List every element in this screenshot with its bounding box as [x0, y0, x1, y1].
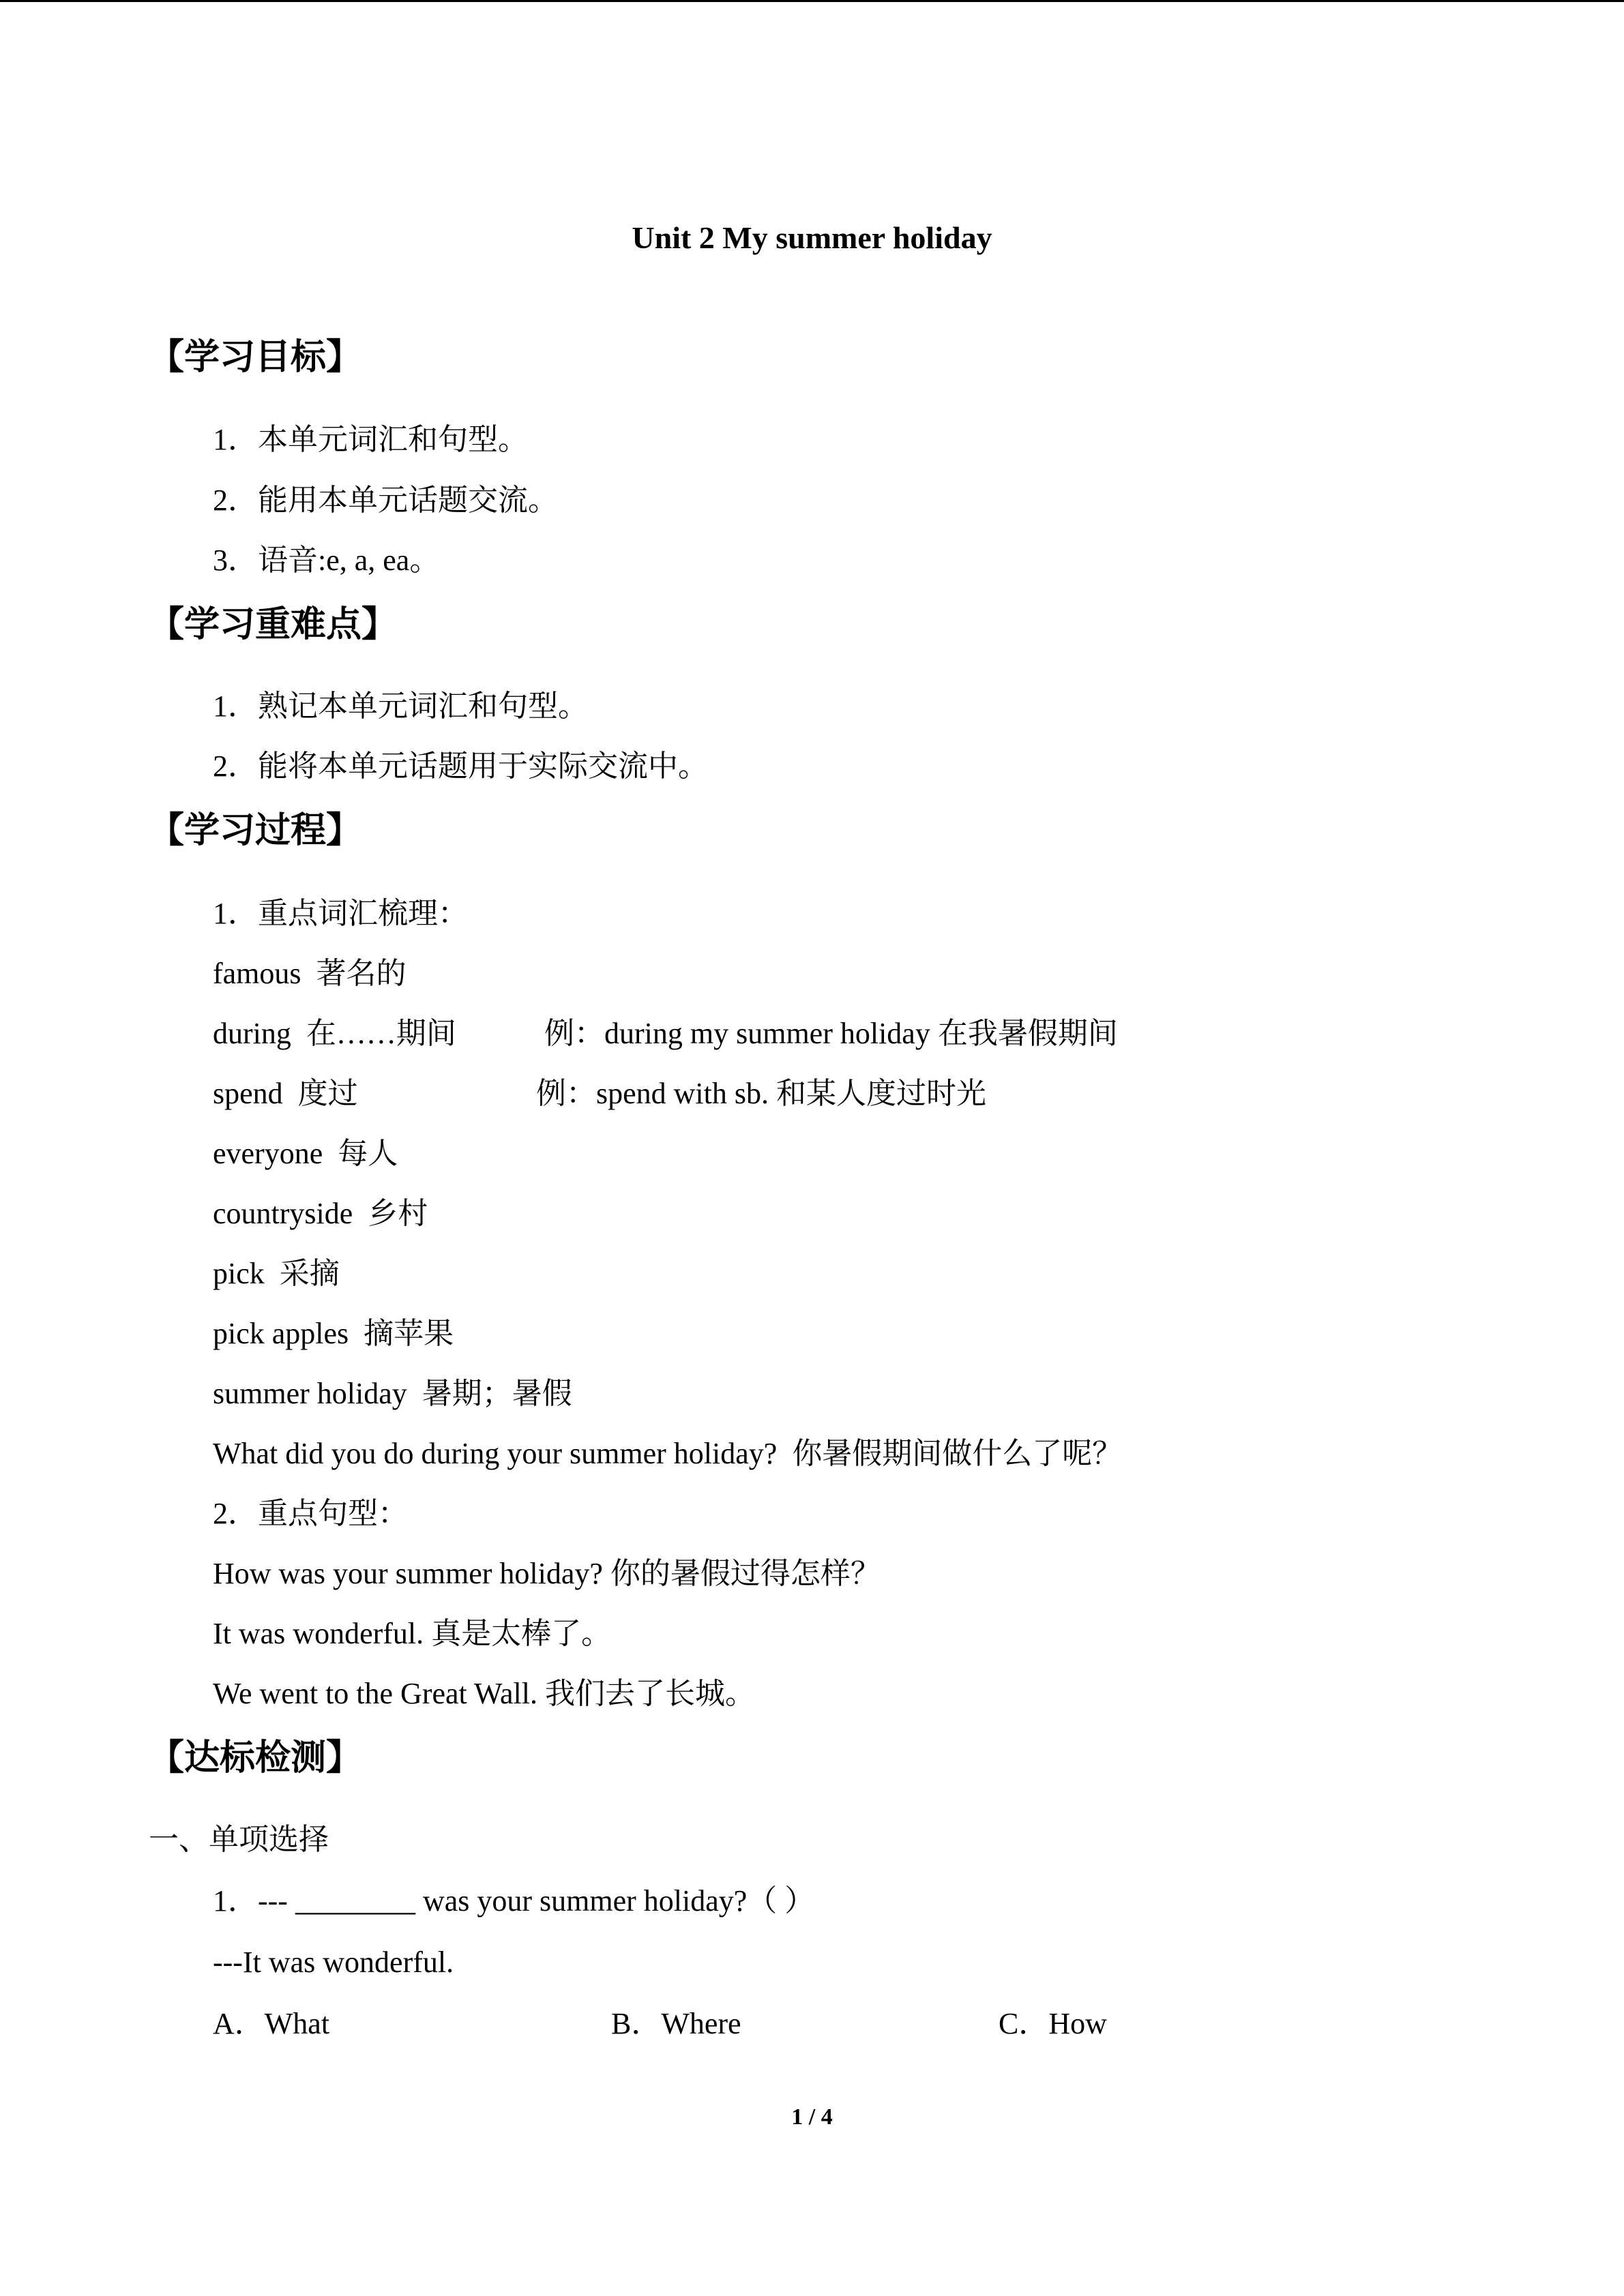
- vocab-word: pick: [213, 1257, 265, 1290]
- vocab-row: [213, 1199, 428, 1229]
- vocab-meaning: 采摘: [279, 1257, 340, 1290]
- sentences-title: 2．重点句型：: [213, 1497, 408, 1530]
- question-1-stem: 1．--- ________ was your summer holiday?（ ）: [213, 1884, 815, 1918]
- vocab-meaning: 度过: [297, 1077, 358, 1110]
- goal-item-3: 3．语音:e, a, ea。: [213, 543, 440, 577]
- vocab-row: [213, 1439, 1122, 1469]
- vocab-row: [213, 1259, 340, 1289]
- vocab-row: [213, 1079, 358, 1109]
- question-1-answer-line: ---It was wonderful.: [213, 1945, 454, 1979]
- vocab-row: [213, 959, 407, 989]
- vocab-word: spend: [213, 1077, 283, 1110]
- vocab-word: pick apples: [213, 1317, 349, 1350]
- key-point-item-2: 2．能将本单元话题用于实际交流中。: [213, 749, 708, 783]
- vocab-meaning: 暑期；暑假: [422, 1377, 572, 1410]
- key-point-item-1: 1．熟记本单元词汇和句型。: [213, 689, 588, 723]
- vocab-word: everyone: [213, 1137, 323, 1170]
- top-border-line: [0, 0, 1624, 2]
- vocab-word: countryside: [213, 1197, 353, 1230]
- goal-item-1: 1．本单元词汇和句型。: [213, 423, 528, 456]
- vocab-example: 例：spend with sb. 和某人度过时光: [536, 1077, 986, 1110]
- vocab-meaning: 著名的: [316, 957, 407, 990]
- page-number: 1 / 4: [791, 2104, 833, 2130]
- option-c: C．How: [999, 2007, 1107, 2040]
- key-sentence: It was wonderful. 真是太棒了。: [213, 1617, 612, 1650]
- key-sentence: How was your summer holiday? 你的暑假过得怎样？: [213, 1557, 881, 1590]
- heading-key-points: 【学习重难点】: [149, 604, 398, 645]
- page-title: Unit 2 My summer holiday: [632, 220, 992, 255]
- heading-learning-goals: 【学习目标】: [149, 337, 362, 378]
- vocab-row: [213, 1379, 572, 1409]
- vocab-word: famous: [213, 957, 301, 990]
- heading-assessment: 【达标检测】: [149, 1738, 362, 1778]
- vocab-meaning: 你暑假期间做什么了呢？: [792, 1437, 1123, 1470]
- vocab-example: 例：during my summer holiday 在我暑假期间: [544, 1017, 1118, 1050]
- vocab-row: [213, 1319, 454, 1349]
- option-b: B．Where: [611, 2007, 741, 2040]
- vocab-meaning: 每人: [338, 1137, 398, 1170]
- heading-learning-process: 【学习过程】: [149, 810, 362, 851]
- option-a: A．What: [213, 2007, 330, 2040]
- goal-item-2: 2．能用本单元话题交流。: [213, 483, 558, 517]
- key-sentence: We went to the Great Wall. 我们去了长城。: [213, 1677, 755, 1710]
- vocab-word: What did you do during your summer holiday?: [213, 1437, 778, 1470]
- vocab-meaning: 乡村: [368, 1197, 428, 1230]
- vocab-meaning: 摘苹果: [364, 1317, 454, 1350]
- vocab-row: [213, 1019, 456, 1049]
- part1-title: 一、单项选择: [149, 1823, 329, 1856]
- vocab-title: 1．重点词汇梳理：: [213, 897, 468, 930]
- vocab-row: [213, 1139, 398, 1169]
- vocab-word: summer holiday: [213, 1377, 407, 1410]
- vocab-word: during: [213, 1017, 291, 1050]
- vocab-meaning: 在……期间: [306, 1017, 456, 1050]
